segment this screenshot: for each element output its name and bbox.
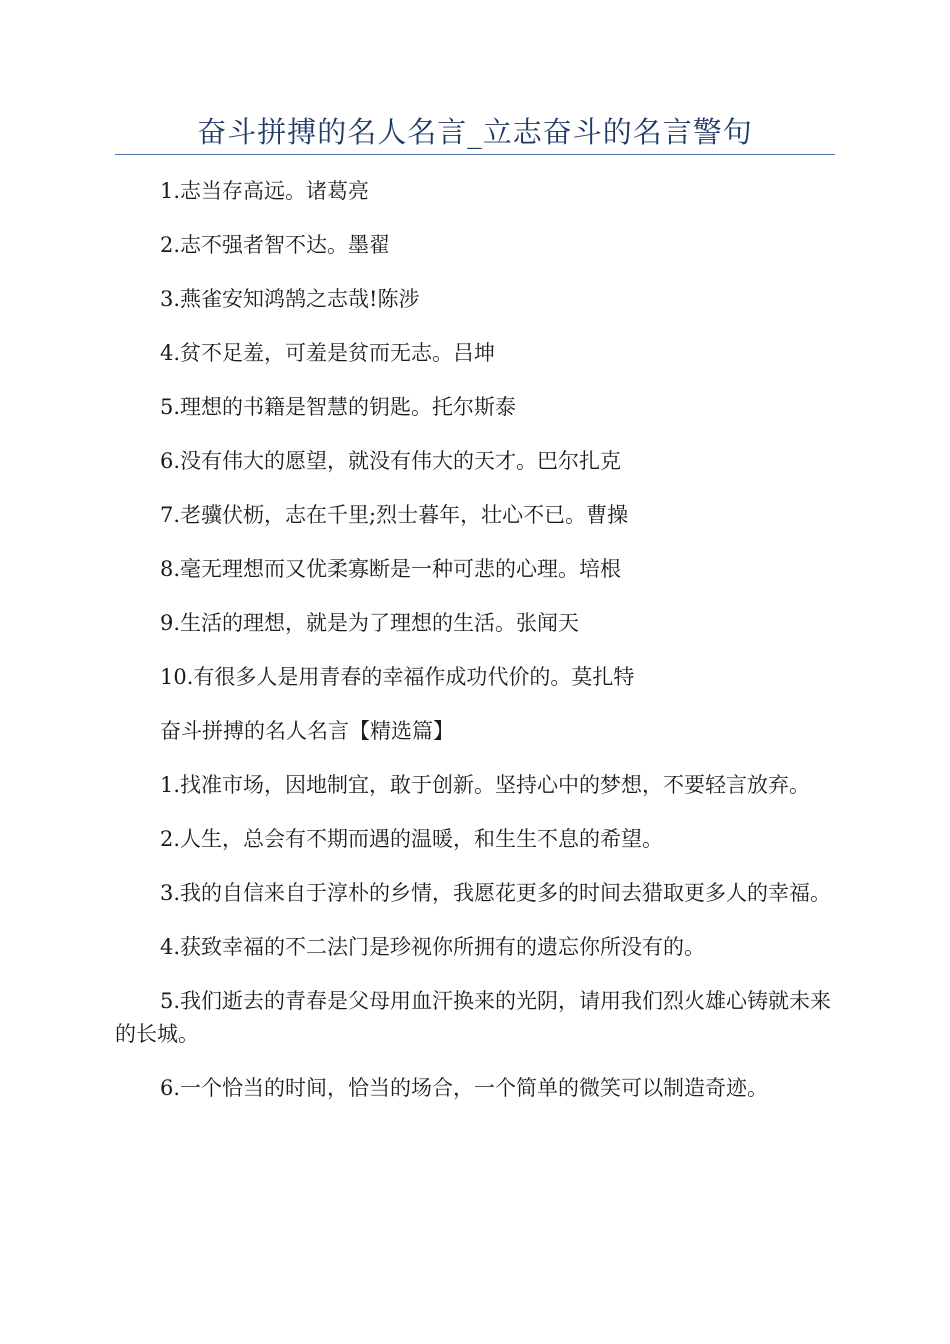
quote-paragraph: 2.人生，总会有不期而遇的温暖，和生生不息的希望。 (160, 827, 664, 851)
quote-paragraph: 3.我的自信来自于淳朴的乡情，我愿花更多的时间去猎取更多人的幸福。 (160, 881, 832, 905)
quote-paragraph: 1.志当存高远。诸葛亮 (160, 179, 370, 203)
quote-paragraph: 6.没有伟大的愿望，就没有伟大的天才。巴尔扎克 (160, 449, 622, 473)
quote-paragraph: 7.老骥伏枥，志在千里;烈士暮年，壮心不已。曹操 (160, 503, 629, 527)
quote-paragraph: 10.有很多人是用青春的幸福作成功代价的。莫扎特 (160, 665, 635, 689)
quote-paragraph: 5.理想的书籍是智慧的钥匙。托尔斯泰 (160, 395, 517, 419)
page-title: 奋斗拼搏的名人名言_立志奋斗的名言警句 (197, 115, 753, 149)
section-heading: 奋斗拼搏的名人名言【精选篇】 (160, 719, 454, 743)
quote-paragraph: 8.毫无理想而又优柔寡断是一种可悲的心理。培根 (160, 557, 622, 581)
quote-paragraph: 6.一个恰当的时间，恰当的场合，一个简单的微笑可以制造奇迹。 (160, 1076, 769, 1100)
quote-paragraph: 9.生活的理想，就是为了理想的生活。张闻天 (160, 611, 580, 635)
quote-paragraph: 1.找准市场，因地制宜，敢于创新。坚持心中的梦想，不要轻言放弃。 (160, 773, 811, 797)
quote-paragraph: 3.燕雀安知鸿鹄之志哉!陈涉 (160, 287, 420, 311)
document-body (115, 175, 835, 1126)
quote-paragraph: 4.贫不足羞，可羞是贫而无志。吕坤 (160, 341, 496, 365)
quote-paragraph: 2.志不强者智不达。墨翟 (160, 233, 391, 257)
title-underline (115, 154, 835, 155)
quote-paragraph: 5.我们逝去的青春是父母用血汗换来的光阴，请用我们烈火雄心铸就未来的长城。 (115, 989, 832, 1046)
quote-paragraph: 4.获致幸福的不二法门是珍视你所拥有的遗忘你所没有的。 (160, 935, 706, 959)
